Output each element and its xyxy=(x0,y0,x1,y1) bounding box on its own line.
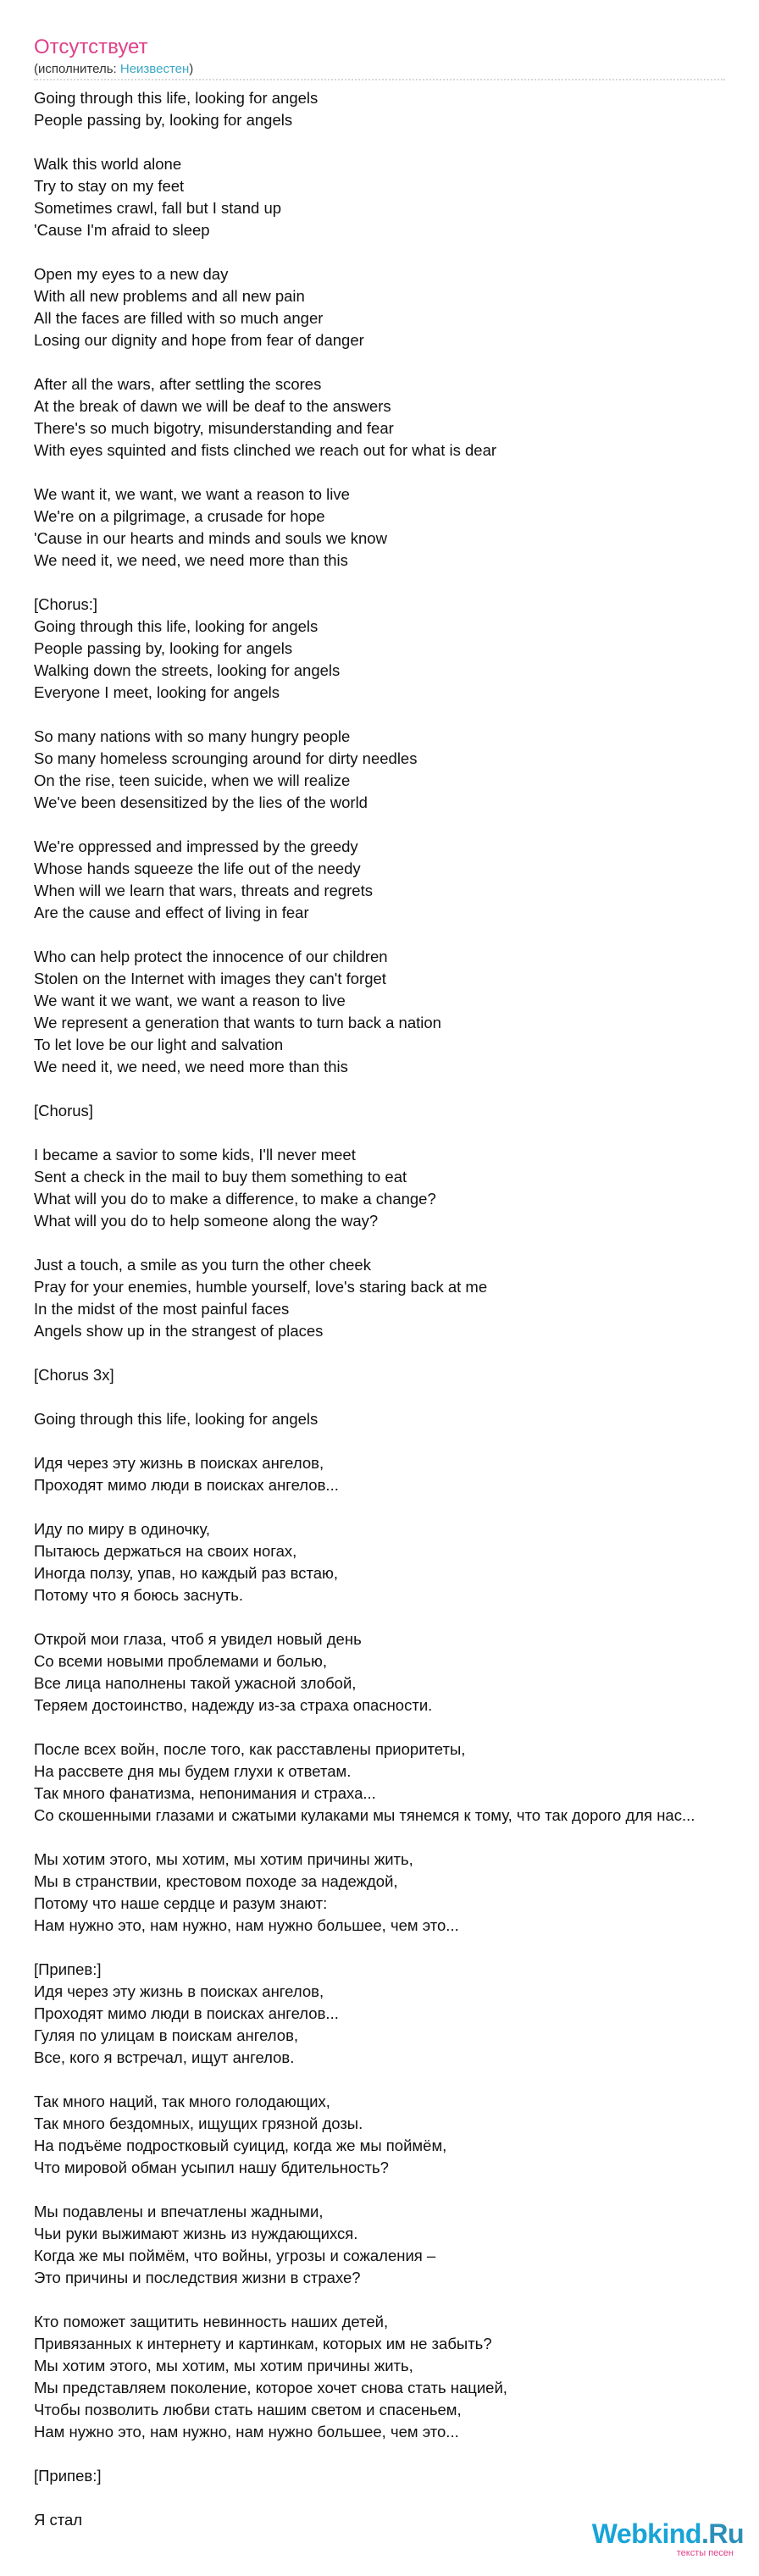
lyric-line: We need it, we need, we need more than this xyxy=(34,551,348,569)
lyric-line: With all new problems and all new pain xyxy=(34,287,305,305)
lyric-line: Sent a check in the mail to buy them something to eat xyxy=(34,1168,407,1186)
lyric-line: When will we learn that wars, threats and regrets xyxy=(34,882,373,899)
lyric-line: Who can help protect the innocence of our children xyxy=(34,948,388,965)
lyric-line: [Припев:] xyxy=(34,1960,102,1978)
lyric-blank-line xyxy=(34,1430,759,1452)
lyric-line: [Chorus] xyxy=(34,1102,93,1119)
lyric-line: Мы в странствии, крестовом походе за надеждой, xyxy=(34,1872,398,1890)
lyric-line: We want it we want, we want a reason to live xyxy=(34,992,346,1009)
lyric-line: Так много бездомных, ищущих грязной дозы. xyxy=(34,2114,363,2132)
lyric-line: We represent a generation that wants to turn back a nation xyxy=(34,1014,441,1031)
lyric-line: So many nations with so many hungry people xyxy=(34,727,351,745)
lyric-line: Теряем достоинство, надежду из-за страха опасности. xyxy=(34,1696,433,1714)
lyric-line: Going through this life, looking for angels xyxy=(34,89,319,107)
lyric-line: Иногда ползу, упав, но каждый раз встаю, xyxy=(34,1564,339,1582)
lyric-line: I became a savior to some kids, I'll never meet xyxy=(34,1146,356,1164)
lyric-line: We're oppressed and impressed by the greedy xyxy=(34,837,358,855)
lyric-line: Мы подавлены и впечатлены жадными, xyxy=(34,2203,324,2220)
lyric-blank-line xyxy=(34,1386,759,1408)
lyric-line: Открой мои глаза, чтоб я увидел новый день xyxy=(34,1630,362,1648)
lyric-blank-line xyxy=(34,2487,759,2509)
artist-suffix: ) xyxy=(189,62,194,76)
lyric-line: People passing by, looking for angels xyxy=(34,111,293,129)
lyric-line: На рассвете дня мы будем глухи к ответам. xyxy=(34,1762,352,1780)
lyric-line: 'Cause in our hearts and minds and souls we know xyxy=(34,529,387,547)
lyric-line: Try to stay on my feet xyxy=(34,177,185,195)
lyric-line: Мы представляем поколение, которое хочет снова стать нацией, xyxy=(34,2379,507,2396)
lyric-line: Чтобы позволить любви стать нашим светом и спасеньем, xyxy=(34,2401,462,2418)
song-title: Отсутствует xyxy=(34,36,148,58)
lyric-line: In the midst of the most painful faces xyxy=(34,1300,290,1318)
lyric-blank-line xyxy=(34,1937,759,1959)
lyric-line: Все лица наполнены такой ужасной злобой, xyxy=(34,1674,357,1692)
lyric-line: Нам нужно это, нам нужно, нам нужно большее, чем это... xyxy=(34,2423,459,2441)
lyric-blank-line xyxy=(34,1606,759,1628)
lyric-line: Going through this life, looking for angels xyxy=(34,617,319,635)
lyric-line: People passing by, looking for angels xyxy=(34,639,293,657)
lyric-line: Все, кого я встречал, ищут ангелов. xyxy=(34,2048,295,2066)
lyric-line: Привязанных к интернету и картинкам, которых им не забыть? xyxy=(34,2335,492,2352)
lyric-blank-line xyxy=(34,1232,759,1254)
lyric-line: With eyes squinted and fists clinched we reach out for what is dear xyxy=(34,441,497,459)
lyric-line: Потому что наше сердце и разум знают: xyxy=(34,1894,328,1912)
lyric-line: Мы хотим этого, мы хотим, мы хотим причины жить, xyxy=(34,1850,413,1868)
lyric-line: Walk this world alone xyxy=(34,155,182,173)
lyric-blank-line xyxy=(34,924,759,946)
lyric-line: Иду по миру в одиночку, xyxy=(34,1520,211,1538)
lyric-blank-line xyxy=(34,131,759,153)
lyric-line: Проходят мимо люди в поисках ангелов... xyxy=(34,2004,339,2022)
lyric-line: We're on a pilgrimage, a crusade for hope xyxy=(34,507,325,525)
lyric-blank-line xyxy=(34,462,759,484)
lyric-blank-line xyxy=(34,241,759,263)
lyric-blank-line xyxy=(34,1122,759,1144)
lyric-line: Sometimes crawl, fall but I stand up xyxy=(34,199,282,217)
lyric-line: [Припев:] xyxy=(34,2467,102,2485)
lyric-line: Pray for your enemies, humble yourself, love's staring back at me xyxy=(34,1278,488,1296)
lyric-blank-line xyxy=(34,1496,759,1518)
lyric-blank-line xyxy=(34,2289,759,2311)
lyric-line: Со всеми новыми проблемами и болью, xyxy=(34,1652,328,1670)
lyric-line: Идя через эту жизнь в поисках ангелов, xyxy=(34,1982,324,2000)
lyric-blank-line xyxy=(34,351,759,373)
lyric-line: Чьи руки выжимают жизнь из нуждающихся. xyxy=(34,2225,358,2242)
lyric-line: Потому что я боюсь заснуть. xyxy=(34,1586,244,1604)
lyric-line: After all the wars, after settling the scores xyxy=(34,375,322,393)
lyric-line: On the rise, teen suicide, when we will realize xyxy=(34,771,351,789)
lyric-line: Losing our dignity and hope from fear of danger xyxy=(34,331,364,349)
lyric-line: Пытаюсь держаться на своих ногах, xyxy=(34,1542,297,1560)
lyric-blank-line xyxy=(34,704,759,726)
lyric-line: To let love be our light and salvation xyxy=(34,1036,284,1053)
lyric-line: После всех войн, после того, как расставлены приоритеты, xyxy=(34,1740,466,1758)
lyric-line: What will you do to make a difference, to make a change? xyxy=(34,1190,436,1208)
webkind-logo[interactable] xyxy=(591,2518,744,2566)
artist-prefix: (исполнитель: xyxy=(34,62,120,76)
lyric-line: Гуляя по улицам в поискам ангелов, xyxy=(34,2026,299,2044)
lyric-line: [Chorus:] xyxy=(34,595,98,613)
lyric-line: На подъёме подростковый суицид, когда же мы поймём, xyxy=(34,2137,447,2154)
lyric-line: Когда же мы поймём, что войны, угрозы и сожаления – xyxy=(34,2247,436,2264)
lyric-line: Так много фанатизма, непонимания и страха... xyxy=(34,1784,376,1802)
brand-tld: .Ru xyxy=(701,2518,744,2549)
lyric-blank-line xyxy=(34,572,759,594)
lyric-line: Нам нужно это, нам нужно, нам нужно большее, чем это... xyxy=(34,1916,459,1934)
lyric-line: Stolen on the Internet with images they can't forget xyxy=(34,970,386,987)
lyric-blank-line xyxy=(34,1078,759,1100)
lyric-line: [Chorus 3x] xyxy=(34,1366,114,1384)
artist-link[interactable]: Неизвестен xyxy=(119,62,190,76)
lyric-line: Кто поможет защитить невинность наших детей, xyxy=(34,2313,389,2330)
lyric-line: What will you do to help someone along the way? xyxy=(34,1212,379,1230)
lyric-line: We need it, we need, we need more than this xyxy=(34,1058,348,1075)
lyric-line: 'Cause I'm afraid to sleep xyxy=(34,221,210,239)
lyric-line: Я стал xyxy=(34,2511,83,2529)
lyric-line: Walking down the streets, looking for angels xyxy=(34,661,341,679)
lyric-line: All the faces are filled with so much anger xyxy=(34,309,324,327)
lyric-line: Angels show up in the strangest of places xyxy=(34,1322,324,1340)
lyric-line: Open my eyes to a new day xyxy=(34,265,229,283)
lyric-blank-line xyxy=(34,2179,759,2201)
lyric-line: Whose hands squeeze the life out of the needy xyxy=(34,860,361,877)
lyric-line: Are the cause and effect of living in fear xyxy=(34,904,309,921)
lyric-line: Идя через эту жизнь в поисках ангелов, xyxy=(34,1454,324,1472)
lyric-blank-line xyxy=(34,2069,759,2091)
lyric-blank-line xyxy=(34,1342,759,1364)
header-divider xyxy=(34,79,725,80)
lyric-blank-line xyxy=(34,814,759,836)
lyric-blank-line xyxy=(34,1716,759,1739)
lyric-line: Так много наций, так много голодающих, xyxy=(34,2092,330,2110)
brand-tagline: тексты песен xyxy=(676,2548,734,2558)
lyric-line: Со скошенными глазами и сжатыми кулаками мы тянемся к тому, что так дорого для нас... xyxy=(34,1806,695,1824)
artist-line xyxy=(34,61,193,78)
lyric-line: Everyone I meet, looking for angels xyxy=(34,683,280,701)
lyric-line: Мы хотим этого, мы хотим, мы хотим причины жить, xyxy=(34,2357,413,2374)
lyric-line: So many homeless scrounging around for dirty needles xyxy=(34,749,418,767)
lyric-blank-line xyxy=(34,1827,759,1849)
lyric-line: Just a touch, a smile as you turn the other cheek xyxy=(34,1256,371,1274)
lyric-line: There's so much bigotry, misunderstanding and fear xyxy=(34,419,394,437)
lyric-line: Проходят мимо люди в поисках ангелов... xyxy=(34,1476,339,1494)
lyric-line: We want it, we want, we want a reason to live xyxy=(34,485,350,503)
lyric-line: We've been desensitized by the lies of the world xyxy=(34,793,368,811)
lyric-line: Going through this life, looking for angels xyxy=(34,1410,319,1428)
lyric-line: At the break of dawn we will be deaf to the answers xyxy=(34,397,391,415)
lyric-blank-line xyxy=(34,2443,759,2465)
brand-name: Webkind xyxy=(591,2518,701,2549)
lyric-line: Это причины и последствия жизни в страхе? xyxy=(34,2269,361,2286)
lyrics-text xyxy=(34,87,759,2531)
lyric-line: Что мировой обман усыпил нашу бдительность? xyxy=(34,2159,389,2176)
